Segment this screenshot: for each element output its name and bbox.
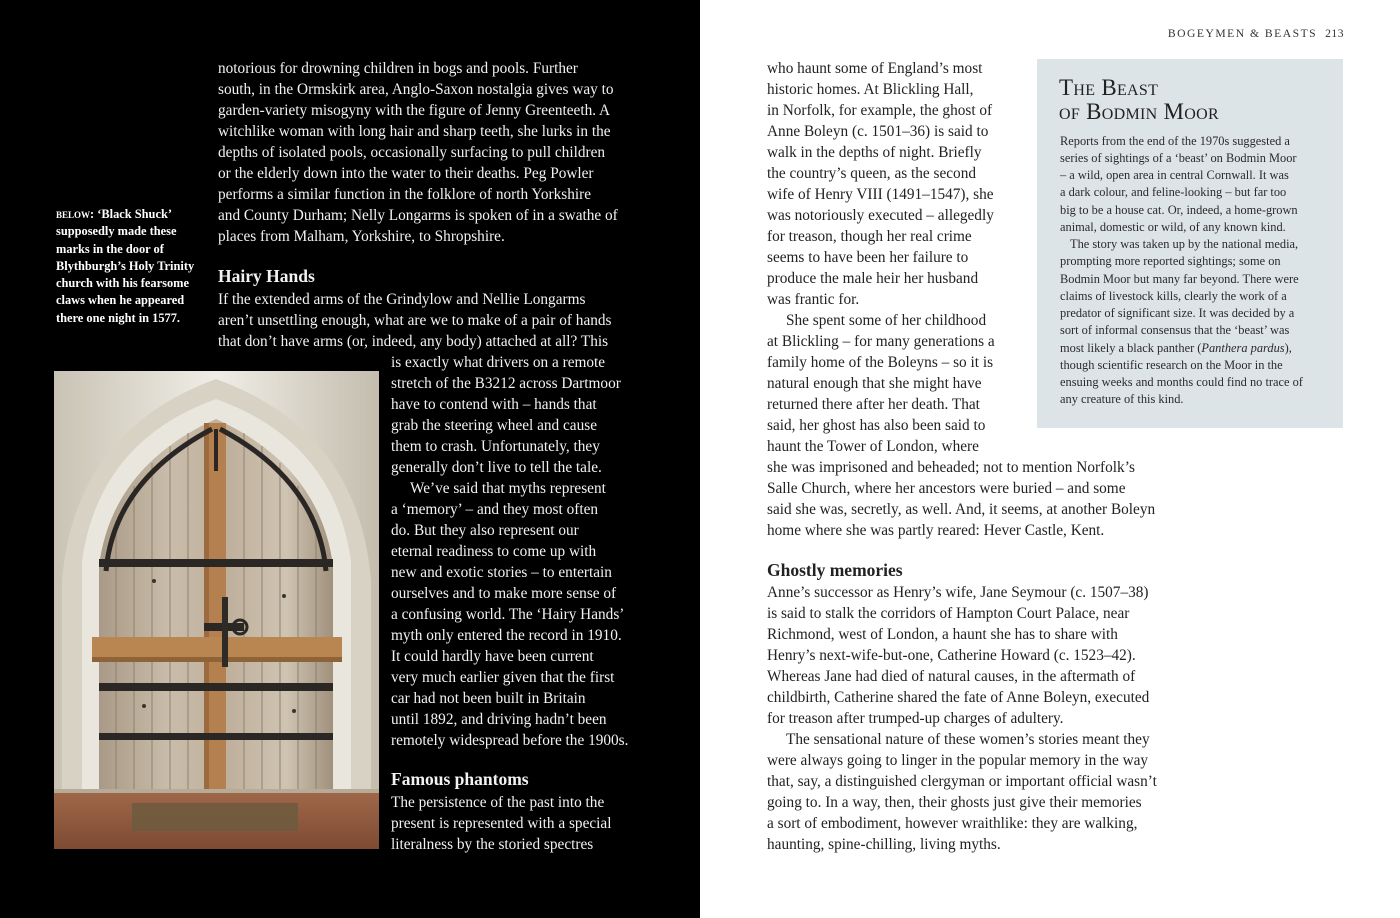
text-line: places from Malham, Yorkshire, to Shropshire. <box>218 228 505 245</box>
text-line: seems to have been her failure to <box>767 249 969 266</box>
text-line: and County Durham; Nelly Longarms is spoken of in a swathe of <box>218 207 618 224</box>
sidebar-latin-name: Panthera pardus <box>1201 341 1285 355</box>
text-line: Anne Boleyn (c. 1501–36) is said to <box>767 123 989 140</box>
text-line: is exactly what drivers on a remote <box>391 354 606 371</box>
text-line: depths of isolated pools, occasionally surfacing to pull children <box>218 144 606 161</box>
sidebar-line: a dark colour, and feline-looking – but far too <box>1060 185 1287 199</box>
text-line: was notoriously executed – allegedly <box>767 207 994 224</box>
sidebar-line: sort of informal consensus that the ‘beast’ was <box>1060 323 1290 337</box>
sidebar-line: The story was taken up by the national media, <box>1070 237 1299 251</box>
text-line: Henry’s next-wife-but-one, Catherine Howard (c. 1523–42). <box>767 647 1136 664</box>
running-head <box>1168 27 1344 40</box>
text-line: a sort of embodiment, however wraithlike: they are walking, <box>767 815 1138 832</box>
text-line: It could hardly have been current <box>391 648 594 665</box>
text-line: were always going to linger in the popular memory in the way <box>767 752 1149 769</box>
text-line: home where she was partly reared: Hever Castle, Kent. <box>767 522 1105 539</box>
section-heading-ghostly-memories: Ghostly memories <box>767 560 903 580</box>
text-line: or the elderly down into the water to their deaths. Peg Powler <box>218 165 594 182</box>
text-line: The persistence of the past into the <box>391 794 605 811</box>
text-line: remotely widespread before the 1900s. <box>391 732 629 749</box>
sidebar-line: – a wild, open area in central Cornwall. It was <box>1060 168 1289 182</box>
photo-caption <box>56 206 201 327</box>
sidebar-line: any creature of this kind. <box>1060 392 1184 406</box>
text-line: historic homes. At Blickling Hall, <box>767 81 974 98</box>
text-line: Whereas Jane had died of natural causes, in the aftermath of <box>767 668 1136 685</box>
section-heading-famous-phantoms: Famous phantoms <box>391 769 529 789</box>
church-door-illustration <box>54 371 379 849</box>
church-door-photo <box>54 371 379 849</box>
text-line: said, her ghost has also been said to <box>767 417 986 434</box>
text-line: them to crash. Unfortunately, they <box>391 438 600 455</box>
text-line: walk in the depths of night. Briefly <box>767 144 982 161</box>
text-line: south, in the Ormskirk area, Anglo-Saxon nostalgia gives way to <box>218 81 614 98</box>
text-line: witchlike woman with long hair and sharp teeth, she lurks in the <box>218 123 611 140</box>
text-line: childbirth, Catherine shared the fate of Anne Boleyn, executed <box>767 689 1150 706</box>
text-line: who haunt some of England’s most <box>767 60 983 77</box>
text-line: family home of the Boleyns – so it is <box>767 354 994 371</box>
text-line: performs a similar function in the folklore of north Yorkshire <box>218 186 592 203</box>
sidebar-title <box>1059 76 1339 124</box>
text-line: do. But they also represent our <box>391 522 579 539</box>
text-line: very much earlier given that the first <box>391 669 615 686</box>
text-line: garden-variety misogyny with the figure of Jenny Greenteeth. A <box>218 102 611 119</box>
text-line: ourselves and to make more sense of <box>391 585 617 602</box>
text-line: Richmond, west of London, a haunt she has to share with <box>767 626 1118 643</box>
text-line: is said to stalk the corridors of Hampton Court Palace, near <box>767 605 1130 622</box>
text-line: notorious for drowning children in bogs and pools. Further <box>218 60 578 77</box>
text-line: myth only entered the record in 1910. <box>391 627 622 644</box>
sidebar-line: big to be a house cat. Or, indeed, a home-grown <box>1060 203 1298 217</box>
sidebar-title-line: of Bodmin Moor <box>1059 99 1219 124</box>
sidebar-line: series of sightings of a ‘beast’ on Bodmin Moor <box>1060 151 1297 165</box>
text-line: until 1892, and driving hadn’t been <box>391 711 607 728</box>
sidebar-line: though scientific research on the Moor in the <box>1060 358 1283 372</box>
text-line: wife of Henry VIII (1491–1547), she <box>767 186 994 203</box>
text-line: she was imprisoned and beheaded; not to mention Norfolk’s <box>767 459 1135 476</box>
text-line: If the extended arms of the Grindylow and Nellie Longarms <box>218 291 586 308</box>
text-line: The sensational nature of these women’s stories meant they <box>786 731 1150 748</box>
text-line: said she was, secretly, as well. And, it seems, at another Boleyn <box>767 501 1156 518</box>
text-line: Salle Church, where her ancestors were buried – and some <box>767 480 1126 497</box>
text-line: natural enough that she might have <box>767 375 982 392</box>
sidebar-line: animal, domestic or wild, of any known kind. <box>1060 220 1286 234</box>
sidebar-line: Bodmin Moor but many far beyond. There were <box>1060 272 1299 286</box>
text-line: a confusing world. The ‘Hairy Hands’ <box>391 606 625 623</box>
text-line: going to. In a way, then, their ghosts just give their memories <box>767 794 1142 811</box>
text-line: in Norfolk, for example, the ghost of <box>767 102 993 119</box>
section-heading-hairy-hands: Hairy Hands <box>218 266 315 286</box>
text-line: produce the male heir her husband <box>767 270 979 287</box>
text-line: at Blickling – for many generations a <box>767 333 995 350</box>
sidebar-title-line: The Beast <box>1059 75 1159 100</box>
sidebar-beast-of-bodmin-moor <box>1037 59 1343 428</box>
sidebar-line: claims of livestock kills, clearly the work of a <box>1060 289 1287 303</box>
sidebar-line: predator of significant size. It was decided by a <box>1060 306 1295 320</box>
text-line: the country’s queen, as the second <box>767 165 976 182</box>
page-number: 213 <box>1325 27 1344 40</box>
text-line: Anne’s successor as Henry’s wife, Jane Seymour (c. 1507–38) <box>767 584 1149 601</box>
text-line: She spent some of her childhood <box>786 312 987 329</box>
sidebar-line: Reports from the end of the 1970s suggested a <box>1060 134 1290 148</box>
caption-lead: below: <box>56 207 95 221</box>
text-line: eternal readiness to come up with <box>391 543 597 560</box>
caption-text: ‘Black Shuck’ supposedly made these marks in the door of Blythburgh’s Holy Trinity church with his fearsome claws when he appeared there one night in 1577. <box>56 207 195 325</box>
sidebar-line: ensuing weeks and months could find no trace of <box>1060 375 1303 389</box>
text-line: have to contend with – hands that <box>391 396 597 413</box>
sidebar-text: most likely a black panther ( <box>1060 341 1202 355</box>
text-line: new and exotic stories – to entertain <box>391 564 612 581</box>
text-line: returned there after her death. That <box>767 396 980 413</box>
text-line: a ‘memory’ – and they most often <box>391 501 599 518</box>
sidebar-text: ), <box>1284 341 1292 355</box>
text-line: We’ve said that myths represent <box>410 480 606 497</box>
text-line: generally don’t live to tell the tale. <box>391 459 602 476</box>
text-line: haunting, spine-chilling, living myths. <box>767 836 1001 853</box>
sidebar-line: prompting more reported sightings; some on <box>1060 254 1281 268</box>
text-line: literalness by the storied spectres <box>391 836 594 853</box>
sidebar-line <box>1060 340 1292 357</box>
text-line: was frantic for. <box>767 291 860 308</box>
text-line: that don’t have arms (or, indeed, any body) attached at all? This <box>218 333 609 350</box>
text-line: car had not been built in Britain <box>391 690 586 707</box>
text-line: for treason after trumped-up charges of adultery. <box>767 710 1064 727</box>
text-line: grab the steering wheel and cause <box>391 417 597 434</box>
text-line: stretch of the B3212 across Dartmoor <box>391 375 621 392</box>
text-line: haunt the Tower of London, where <box>767 438 979 455</box>
text-line: present is represented with a special <box>391 815 612 832</box>
text-line: for treason, though her real crime <box>767 228 972 245</box>
text-line: that, say, a distinguished clergyman or important official wasn’t <box>767 773 1157 790</box>
section-title: BOGEYMEN & BEASTS <box>1167 27 1318 40</box>
text-line: aren’t unsettling enough, what are we to make of a pair of hands <box>218 312 612 329</box>
